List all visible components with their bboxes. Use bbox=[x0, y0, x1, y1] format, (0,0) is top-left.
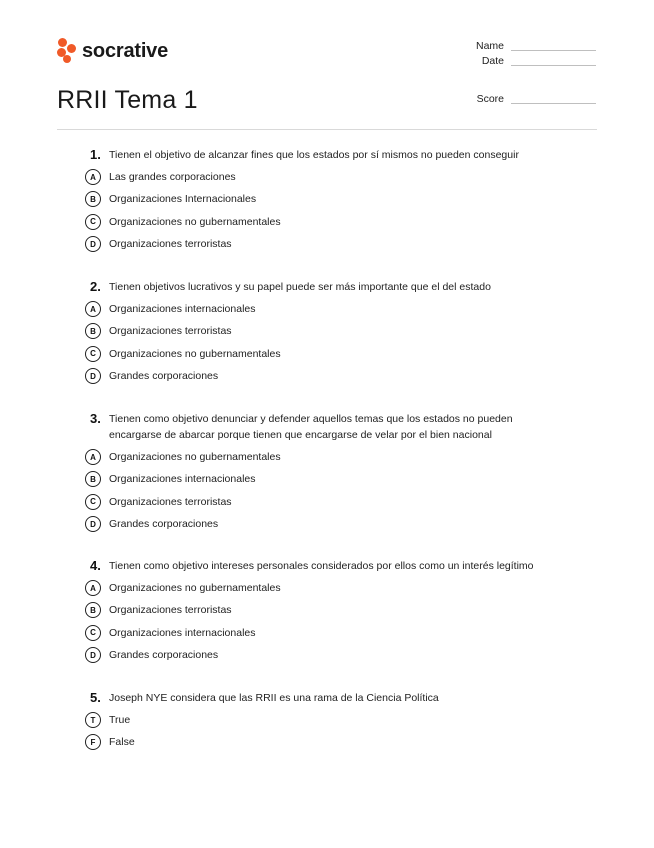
question-number: 2. bbox=[90, 279, 101, 294]
option-text: Grandes corporaciones bbox=[109, 370, 219, 383]
option-letter-badge[interactable]: C bbox=[85, 214, 101, 230]
option-letter-badge[interactable]: F bbox=[85, 734, 101, 750]
option-letter-badge[interactable]: B bbox=[85, 602, 101, 618]
name-line[interactable] bbox=[511, 50, 596, 51]
option-text: Organizaciones no gubernamentales bbox=[109, 582, 281, 595]
option-letter-badge[interactable]: C bbox=[85, 625, 101, 641]
worksheet-header bbox=[0, 0, 654, 130]
answer-options bbox=[85, 446, 565, 535]
option-letter-badge[interactable]: B bbox=[85, 471, 101, 487]
option-letter-badge[interactable]: D bbox=[85, 368, 101, 384]
question-text: Joseph NYE considera que las RRII es una rama de la Ciencia Política bbox=[109, 692, 439, 704]
name-field[interactable] bbox=[451, 40, 596, 52]
socrative-logo bbox=[57, 38, 168, 64]
name-label: Name bbox=[475, 40, 504, 52]
answer-option[interactable] bbox=[85, 599, 565, 621]
answer-option[interactable] bbox=[85, 491, 565, 513]
option-letter-badge[interactable]: B bbox=[85, 191, 101, 207]
score-field[interactable] bbox=[451, 93, 596, 105]
option-letter-badge[interactable]: T bbox=[85, 712, 101, 728]
answer-option[interactable] bbox=[85, 365, 565, 387]
answer-option[interactable] bbox=[85, 166, 565, 188]
date-field[interactable] bbox=[451, 55, 596, 67]
answer-option[interactable] bbox=[85, 233, 565, 255]
answer-option[interactable] bbox=[85, 188, 565, 210]
question-number: 1. bbox=[90, 147, 101, 162]
answer-option[interactable] bbox=[85, 211, 565, 233]
question-3 bbox=[85, 411, 565, 535]
question-text: Tienen objetivos lucrativos y su papel puede ser más importante que el del estado bbox=[109, 281, 491, 293]
question-number: 4. bbox=[90, 558, 101, 573]
question-1 bbox=[85, 147, 565, 255]
option-text: Organizaciones no gubernamentales bbox=[109, 347, 281, 360]
question-5 bbox=[85, 690, 565, 754]
question-number: 5. bbox=[90, 690, 101, 705]
question-4 bbox=[85, 558, 565, 666]
option-text: False bbox=[109, 736, 135, 749]
answer-option[interactable] bbox=[85, 622, 565, 644]
answer-options bbox=[85, 709, 565, 754]
answer-option[interactable] bbox=[85, 320, 565, 342]
option-text: Las grandes corporaciones bbox=[109, 171, 236, 184]
answer-option-false[interactable] bbox=[85, 731, 565, 753]
option-text: Grandes corporaciones bbox=[109, 518, 219, 531]
quiz-title: RRII Tema 1 bbox=[57, 86, 198, 114]
option-text: Organizaciones internacionales bbox=[109, 303, 256, 316]
question-text: Tienen el objetivo de alcanzar fines que los estados por sí mismos no pueden conseguir bbox=[109, 149, 519, 161]
answer-option[interactable] bbox=[85, 513, 565, 535]
option-text: Organizaciones internacionales bbox=[109, 473, 256, 486]
score-label: Score bbox=[476, 93, 504, 105]
option-letter-badge[interactable]: D bbox=[85, 236, 101, 252]
answer-option[interactable] bbox=[85, 468, 565, 490]
option-letter-badge[interactable]: C bbox=[85, 346, 101, 362]
option-letter-badge[interactable]: A bbox=[85, 580, 101, 596]
header-divider bbox=[57, 129, 597, 130]
socrative-logo-icon bbox=[57, 38, 77, 64]
option-letter-badge[interactable]: A bbox=[85, 169, 101, 185]
option-text: True bbox=[109, 714, 131, 727]
answer-options bbox=[85, 298, 565, 387]
question-2 bbox=[85, 279, 565, 387]
date-label: Date bbox=[481, 55, 504, 67]
question-text: Tienen como objetivo denunciar y defender aquellos temas que los estados no pueden encargarse de abarcar porque tienen que encargarse de velar por el bien nacional bbox=[109, 413, 513, 441]
answer-options bbox=[85, 166, 565, 255]
option-text: Organizaciones terroristas bbox=[109, 604, 232, 617]
option-text: Grandes corporaciones bbox=[109, 649, 219, 662]
score-line[interactable] bbox=[511, 103, 596, 104]
option-letter-badge[interactable]: C bbox=[85, 494, 101, 510]
option-letter-badge[interactable]: D bbox=[85, 516, 101, 532]
option-letter-badge[interactable]: B bbox=[85, 323, 101, 339]
option-letter-badge[interactable]: A bbox=[85, 449, 101, 465]
option-text: Organizaciones terroristas bbox=[109, 325, 232, 338]
option-text: Organizaciones Internacionales bbox=[109, 193, 257, 206]
option-text: Organizaciones internacionales bbox=[109, 626, 256, 639]
answer-option[interactable] bbox=[85, 446, 565, 468]
option-text: Organizaciones no gubernamentales bbox=[109, 451, 281, 464]
question-text: Tienen como objetivo intereses personales considerados por ellos como un interés legítimo bbox=[109, 560, 534, 572]
answer-option-true[interactable] bbox=[85, 709, 565, 731]
answer-option[interactable] bbox=[85, 577, 565, 599]
date-line[interactable] bbox=[511, 65, 596, 66]
answer-option[interactable] bbox=[85, 644, 565, 666]
answer-options bbox=[85, 577, 565, 666]
option-letter-badge[interactable]: A bbox=[85, 301, 101, 317]
answer-option[interactable] bbox=[85, 298, 565, 320]
option-text: Organizaciones no gubernamentales bbox=[109, 215, 281, 228]
answer-option[interactable] bbox=[85, 343, 565, 365]
option-text: Organizaciones terroristas bbox=[109, 238, 232, 251]
option-letter-badge[interactable]: D bbox=[85, 647, 101, 663]
option-text: Organizaciones terroristas bbox=[109, 495, 232, 508]
question-number: 3. bbox=[90, 411, 101, 426]
brand-name: socrative bbox=[82, 39, 169, 62]
